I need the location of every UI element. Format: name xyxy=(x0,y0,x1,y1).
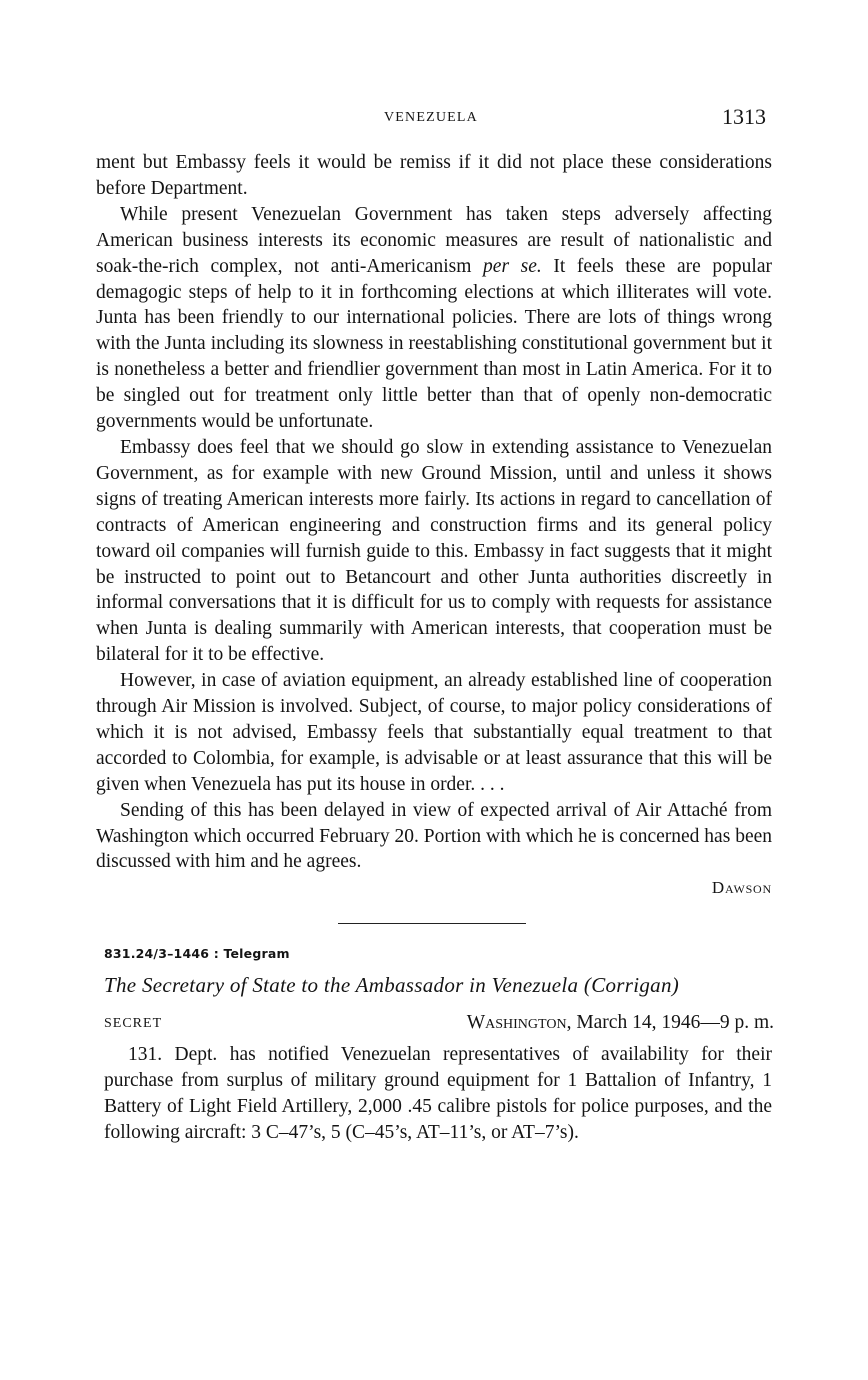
place: Washington xyxy=(466,1012,567,1034)
paragraph-continuation: ment but Embassy feels it would be remiss if it did not place these considerations before Department. xyxy=(96,152,772,199)
paragraph-government-start: While present Venezuelan Government has taken steps adversely affecting American business interests its economic measures are result of nationalistic and soak-the-rich complex, not anti-Americanism xyxy=(96,203,772,277)
document-title-close: ) xyxy=(671,973,680,998)
telegram-text: 131. Dept. has notified Venezuelan representatives of availability for their purchase from surplus of military ground equipment for 1 Battalion of Infantry, 1 Battery of Light Field Artillery, 2,000 .45 calibre pistols for police purposes, and the following aircraft: 3 C–47’s, 5 (C–45’s, AT–11’s, or AT–7’s). xyxy=(104,1044,772,1144)
paragraph-government-rest: It feels these are popular demagogic steps of help to it in forthcoming elections at which illiterates will vote. Junta has been friendly to our international policies. There are lots of things wrong with the Junta including its slowness in reestablishing constitutional government but it is nonetheless a better and friendlier government than most in Latin America. For it to be singled out for treatment only little better than that of openly non-democratic governments would be unfortunate. xyxy=(96,255,772,433)
paragraph-attache: Sending of this has been delayed in view of expected arrival of Air Attaché from Washington which occurred February 20. Portion with which he is concerned has been discussed with him and he agrees. xyxy=(96,799,772,873)
paragraph-aviation: However, in case of aviation equipment, an already established line of cooperation through Air Mission is involved. Subject, of course, to major policy considerations of which it is not advised, Embassy feels that substantially equal treatment to that accorded to Colombia, for example, is advisable or at least assurance that this will be given when Venezuela has put its house in order. . . . xyxy=(96,670,772,795)
page-number: 1313 xyxy=(722,104,766,129)
ambassador-name: Corrigan xyxy=(591,973,672,998)
section-divider xyxy=(338,923,526,924)
signature: Dawson xyxy=(711,878,772,898)
file-reference: 831.24/3–1446 : Telegram xyxy=(104,946,290,962)
latin-phrase: per se. xyxy=(483,255,542,277)
running-head: VENEZUELA xyxy=(383,110,478,125)
date: , March 14, 1946—9 p. m. xyxy=(566,1012,774,1034)
place-date xyxy=(467,1012,774,1034)
paragraph-assistance: Embassy does feel that we should go slow in extending assistance to Venezuelan Government, as for example with new Ground Mission, until and unless it shows signs of treating American interests more fairly. Its actions in regard to cancellation of contracts of American engineering and construction firms and its general policy toward oil companies will furnish guide to this. Embassy in fact suggests that it might be instructed to point out to Betancourt and other Junta authorities discreetly in informal conversations that it is difficult for us to comply with requests for assistance when Junta is dealing summarily with American interests, that cooperation must be bilateral for it to be effective. xyxy=(96,436,772,666)
document-title xyxy=(104,973,772,998)
dateline xyxy=(104,1012,772,1038)
classification: SECRET xyxy=(104,1016,163,1032)
page-header xyxy=(96,104,766,134)
page-body xyxy=(96,150,772,1146)
document-title-main: The Secretary of State to the Ambassador in Venezuela ( xyxy=(104,973,592,998)
paragraph-government xyxy=(96,202,772,435)
